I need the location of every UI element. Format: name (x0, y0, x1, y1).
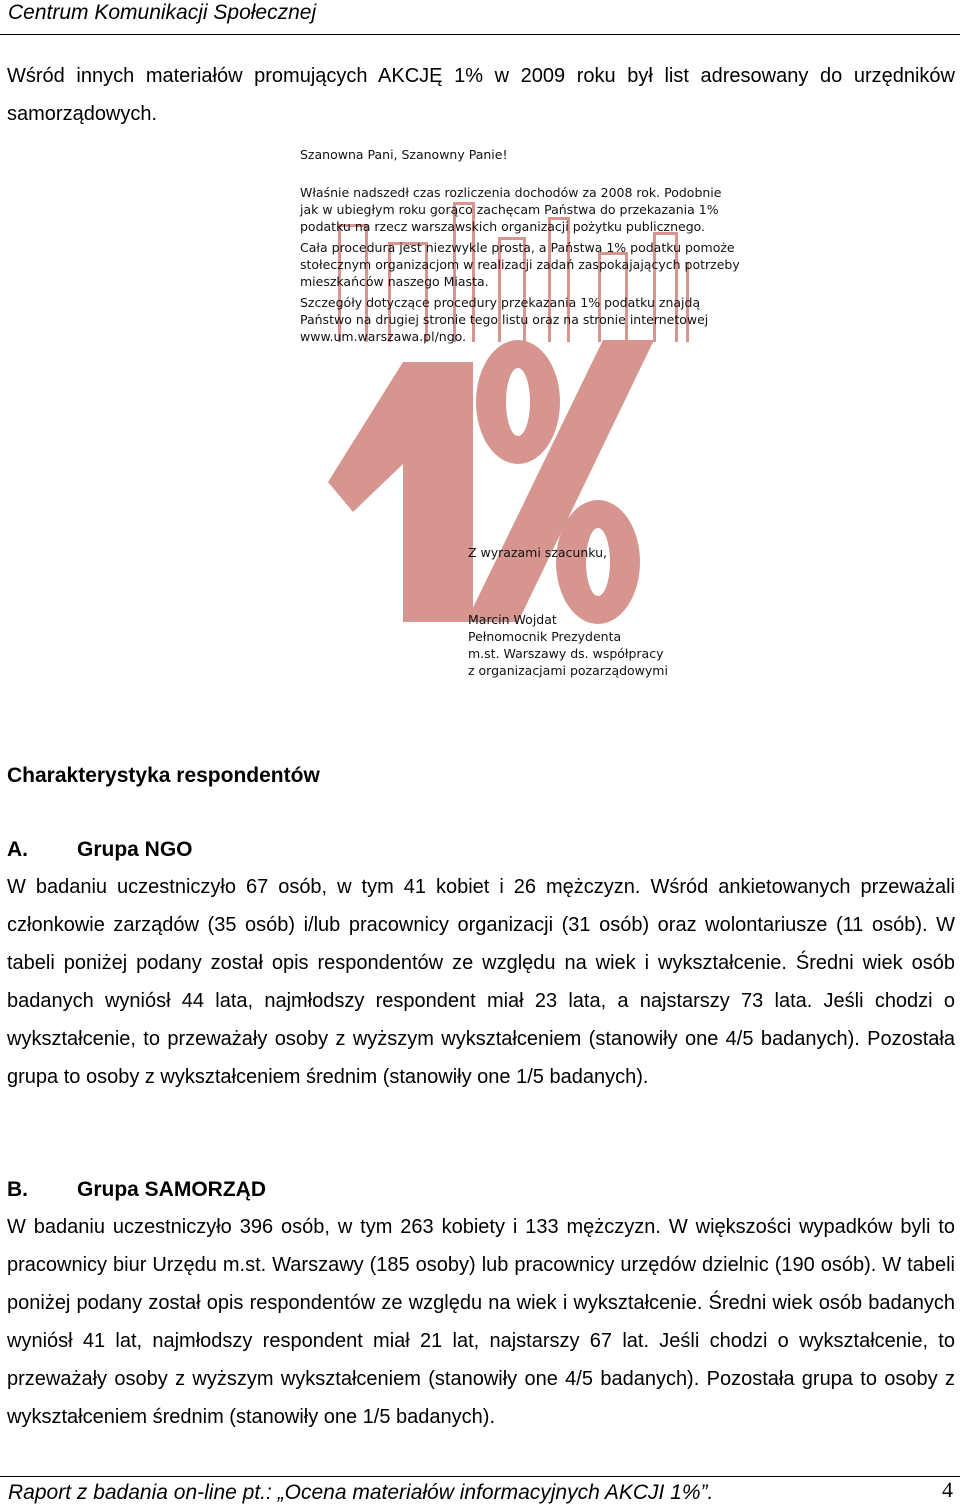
group-b-title: Grupa SAMORZĄD (77, 1178, 266, 1201)
flyer-closing: Z wyrazami szacunku, (468, 545, 608, 560)
page-footer: Raport z badania on-line pt.: „Ocena materiałów informacyjnych AKCJI 1%”. (8, 1481, 714, 1504)
flyer-line: Państwo na drugiej stronie tego listu oraz na stronie internetowej (300, 312, 709, 327)
footer-divider (0, 1476, 960, 1477)
page-number: 4 (942, 1477, 953, 1502)
flyer-image (298, 142, 740, 682)
intro-paragraph: Wśród innych materiałów promujących AKCJĘ 1% w 2009 roku był list adresowany do urzędników samorządowych. (7, 65, 955, 125)
flyer-line: Cała procedura jest niezwykle prosta, a Państwa 1% podatku pomoże (300, 240, 735, 255)
flyer-signature-line: Pełnomocnik Prezydenta (468, 629, 622, 644)
flyer-greeting: Szanowna Pani, Szanowny Panie! (300, 147, 508, 162)
page-header-title: Centrum Komunikacji Społecznej (8, 1, 317, 24)
flyer-line: mieszkańców naszego Miasta. (300, 274, 489, 289)
group-b-letter: B. (7, 1178, 28, 1201)
flyer-line: Szczegóły dotyczące procedury przekazania 1% podatku znajdą (300, 295, 701, 310)
flyer-signature-line: m.st. Warszawy ds. współpracy (468, 646, 664, 661)
flyer-line: podatku na rzecz warszawskich organizacji pożytku publicznego. (300, 219, 706, 234)
flyer-line: jak w ubiegłym roku gorąco zachęcam Państwa do przekazania 1% (300, 202, 719, 217)
group-a-letter: A. (7, 838, 28, 861)
group-a-title: Grupa NGO (77, 838, 193, 861)
flyer-signature-name: Marcin Wojdat (468, 612, 557, 627)
group-b-paragraph: W badaniu uczestniczyło 396 osób, w tym 263 kobiety i 133 mężczyzn. W większości wypadków byli to pracownicy biur Urzędu m.st. Warszawy (185 osoby) lub pracownicy urzędów dzielnic (190 osób). W tabeli poniżej podany został opis respondentów ze względu na wiek i wykształcenie. Średni wiek osób badanych wyniósł 41 lat, najmłodszy respondent miał 21 lat, najstarszy 67 lat. Jeśli chodzi o wykształcenie, to przeważały osoby z wyższym wykształceniem (stanowiły one 4/5 badanych). Pozostała grupa to osoby z wykształceniem średnim (stanowiły one 1/5 badanych). (7, 1216, 955, 1428)
flyer-link: www.um.warszawa.pl/ngo. (300, 329, 467, 344)
group-a-paragraph: W badaniu uczestniczyło 67 osób, w tym 41 kobiet i 26 mężczyzn. Wśród ankietowanych przeważali członkowie zarządów (35 osób) i/lub pracownicy organizacji (31 osób) oraz wolontariusze (11 osób). W tabeli poniżej podany został opis respondentów ze względu na wiek i wykształcenie. Średni wiek osób badanych wyniósł 44 lata, najmłodszy respondent miał 23 lata, a najstarszy 73 lata. Jeśli chodzi o wykształcenie, to przeważały osoby z wyższym wykształceniem (stanowiły one 4/5 badanych). Pozostała grupa to osoby z wykształceniem średnim (stanowiły one 1/5 badanych). (7, 876, 955, 1088)
group-b-heading (7, 1176, 266, 1204)
flyer-line: Właśnie nadszedł czas rozliczenia dochodów za 2008 rok. Podobnie (300, 185, 722, 200)
flyer-signature-line: z organizacjami pozarządowymi (468, 663, 668, 678)
section-title: Charakterystyka respondentów (7, 764, 320, 787)
group-a-heading (7, 836, 193, 864)
flyer-line: stołecznym organizacjom w realizacji zadań zaspokajających potrzeby (300, 257, 740, 272)
header-divider (0, 34, 960, 35)
